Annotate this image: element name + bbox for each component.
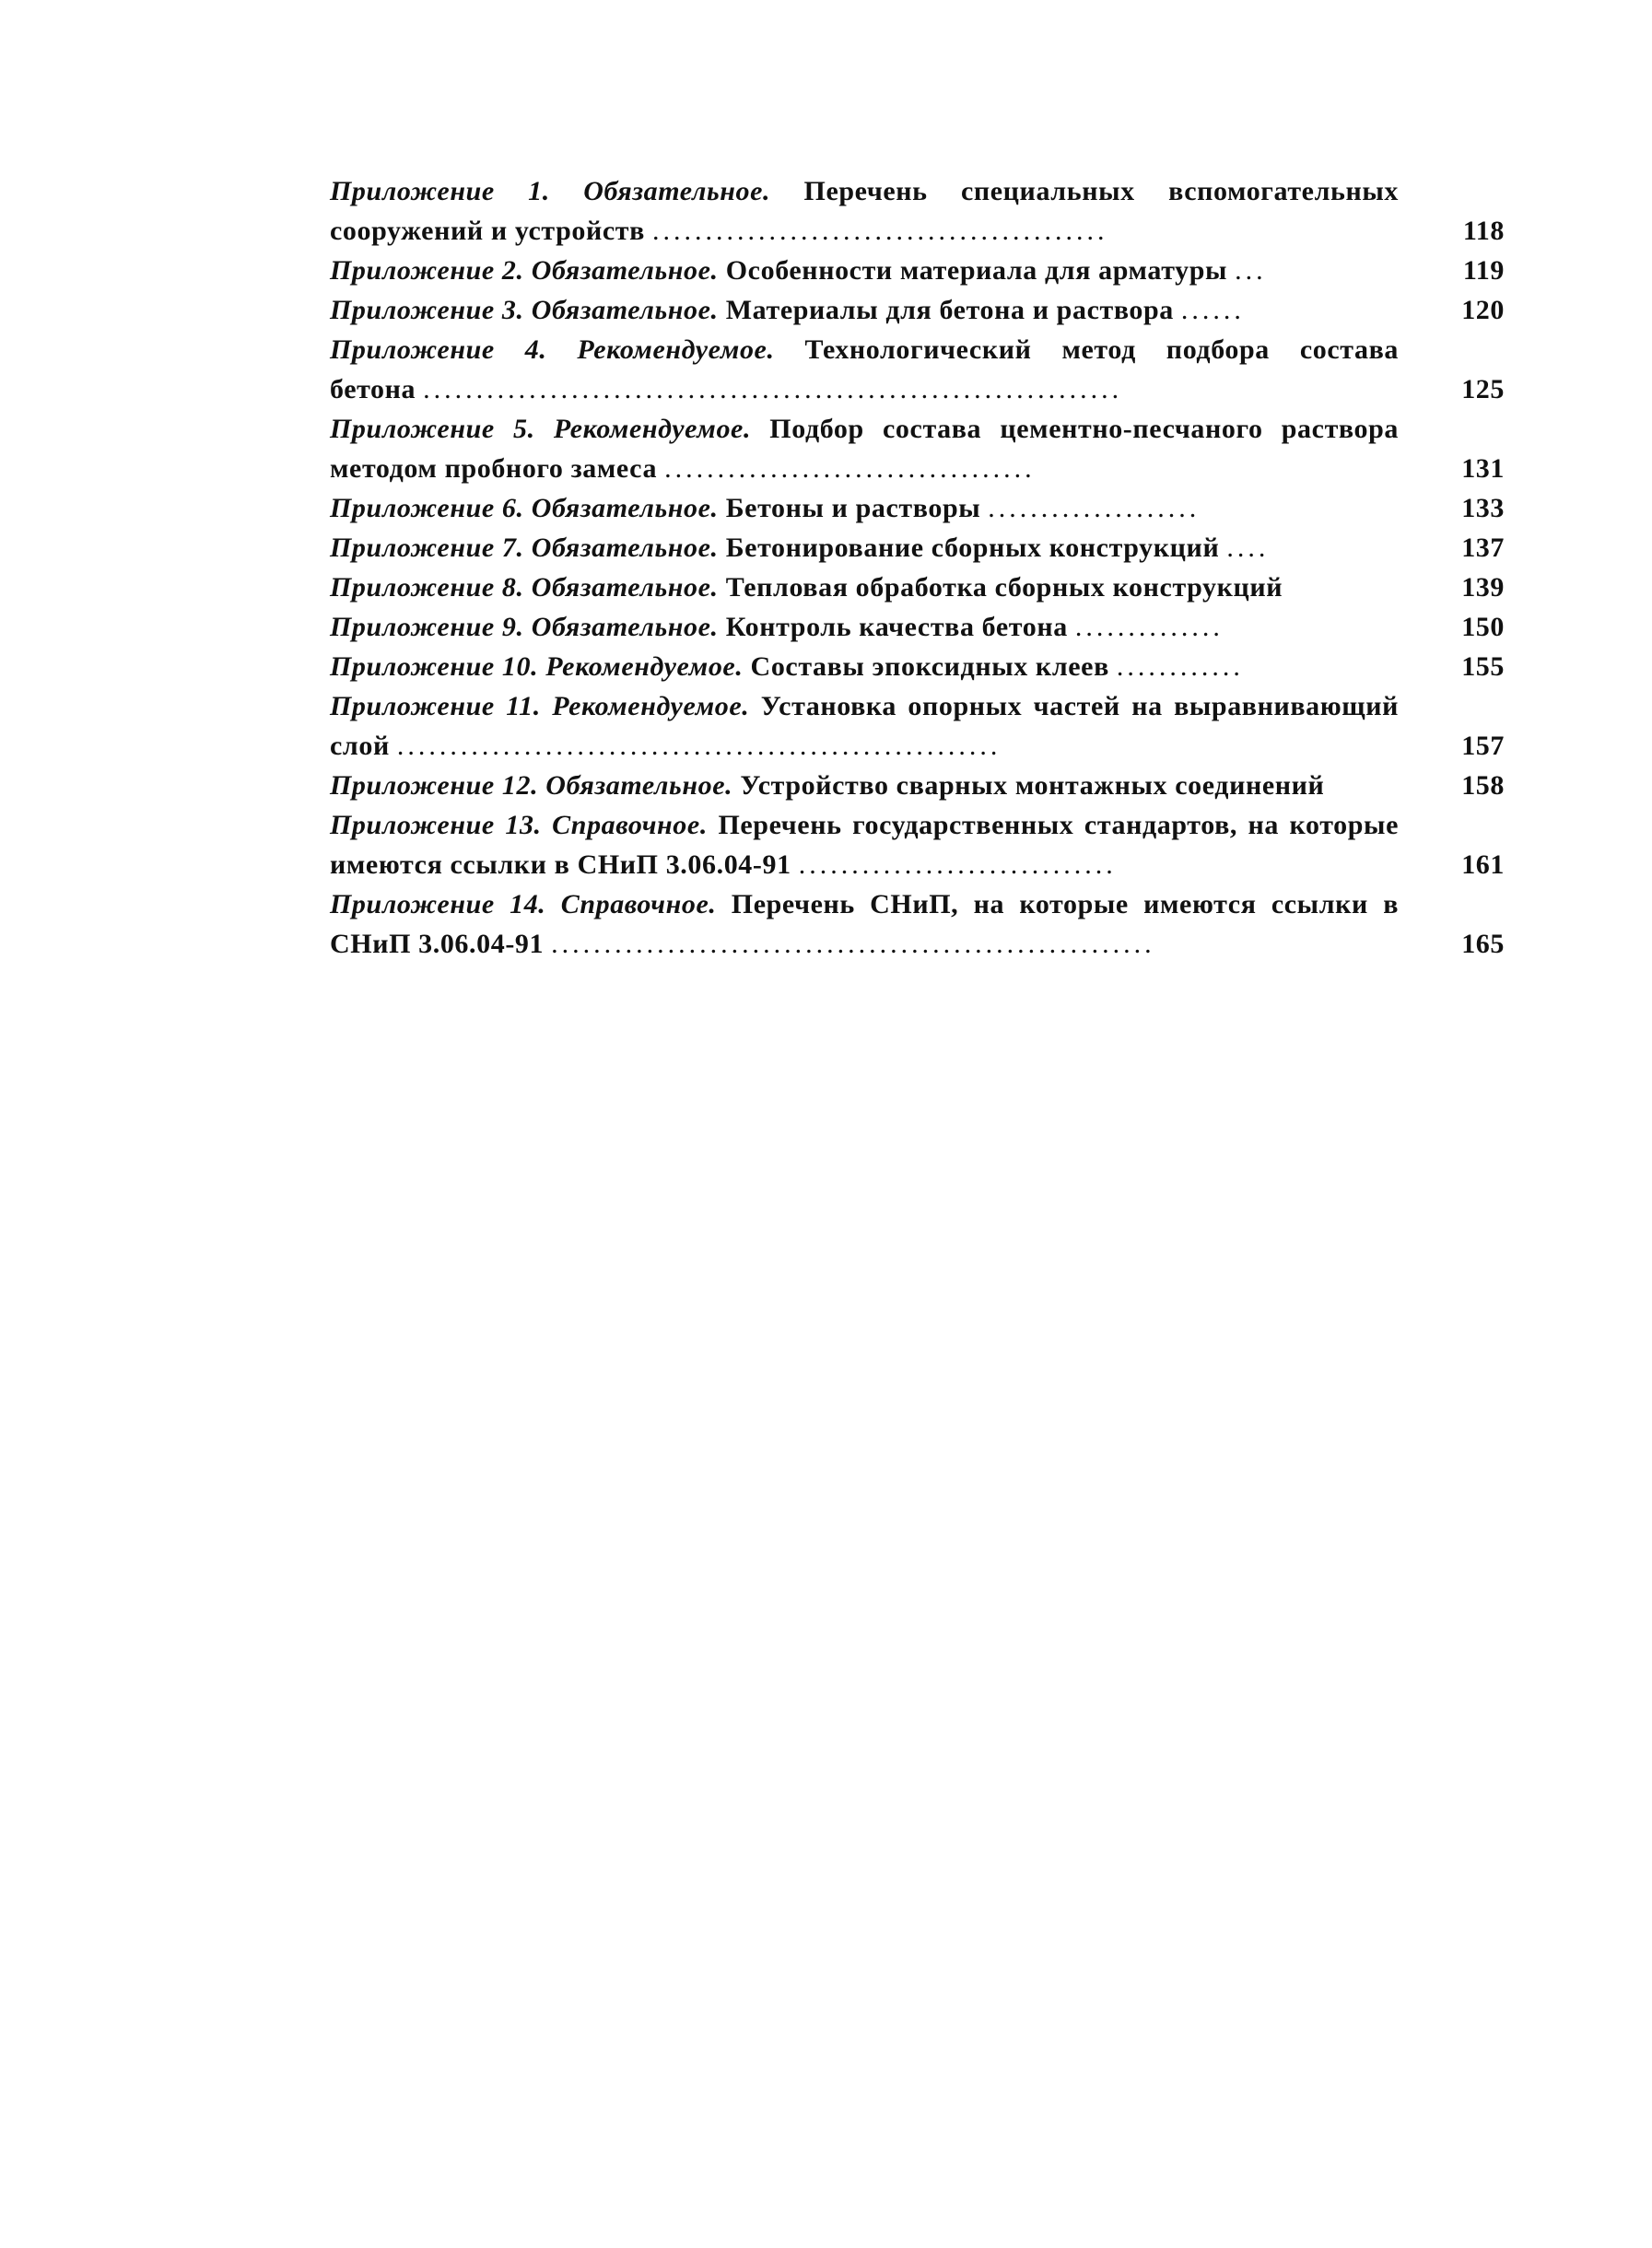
- toc-entry-text: [330, 884, 1399, 964]
- toc-entry-text: [330, 488, 1399, 528]
- toc-entry-text: [330, 330, 1399, 409]
- page-number: 139: [1461, 572, 1505, 603]
- toc-entry-text: [330, 528, 1399, 568]
- toc-entry-4: [330, 330, 1505, 409]
- appendix-title: Установка опорных частей на выравнивающий слой: [330, 691, 1399, 761]
- appendix-title: Бетонирование сборных конструкций: [718, 533, 1220, 563]
- toc-entry-7: [330, 528, 1505, 568]
- appendix-label: Приложение 10. Рекомендуемое.: [330, 651, 744, 682]
- page-number: 157: [1461, 731, 1505, 761]
- appendix-title: Материалы для бетона и раствора: [718, 295, 1174, 325]
- appendix-label: Приложение 11. Рекомендуемое.: [330, 691, 750, 721]
- dot-leader: ..............: [1074, 612, 1224, 642]
- toc-entry-9: [330, 607, 1505, 647]
- dot-leader: ...................................: [664, 453, 1036, 484]
- appendix-title: Перечень государственных стандартов, на которые имеются ссылки в СНиП 3.06.04-91: [330, 810, 1399, 880]
- dot-leader: ....: [1226, 533, 1270, 563]
- appendix-title: Технологический метод подбора состава бетона: [330, 334, 1399, 404]
- toc-entry-text: [330, 251, 1399, 290]
- toc-entry-5: [330, 409, 1505, 488]
- appendix-title: Перечень специальных вспомогательных сооружений и устройств: [330, 176, 1400, 246]
- page-number: 158: [1461, 770, 1505, 801]
- appendix-label: Приложение 1. Обязательное.: [330, 176, 771, 206]
- toc-entry-text: [330, 647, 1399, 686]
- toc-entry-text: [330, 766, 1399, 805]
- appendix-title: Устройство сварных монтажных соединений: [732, 770, 1325, 801]
- toc-entry-text: [330, 686, 1399, 766]
- page-number: 155: [1461, 651, 1505, 682]
- toc-entry-14: [330, 884, 1505, 964]
- toc-entry-6: [330, 488, 1505, 528]
- dot-leader: ......: [1180, 295, 1245, 325]
- table-of-contents: [330, 171, 1505, 964]
- page-number: 119: [1462, 255, 1505, 286]
- appendix-label: Приложение 5. Рекомендуемое.: [330, 414, 752, 444]
- toc-entry-3: [330, 290, 1505, 330]
- toc-entry-text: [330, 568, 1399, 607]
- toc-entry-13: [330, 805, 1505, 884]
- appendix-title: Составы эпоксидных клеев: [743, 651, 1109, 682]
- appendix-title: Контроль качества бетона: [718, 612, 1068, 642]
- toc-entry-8: [330, 568, 1505, 607]
- toc-entry-12: [330, 766, 1505, 805]
- toc-entry-10: [330, 647, 1505, 686]
- dot-leader: .........................................................: [551, 929, 1155, 959]
- appendix-label: Приложение 13. Справочное.: [330, 810, 708, 840]
- page-number: 165: [1461, 929, 1505, 959]
- appendix-label: Приложение 2. Обязательное.: [330, 255, 719, 286]
- appendix-label: Приложение 9. Обязательное.: [330, 612, 719, 642]
- page-number: 118: [1462, 216, 1505, 246]
- page-number: 125: [1461, 374, 1505, 404]
- dot-leader: ..............................: [798, 849, 1117, 880]
- toc-entry-text: [330, 290, 1399, 330]
- dot-leader: ....................: [988, 493, 1201, 523]
- toc-entry-11: [330, 686, 1505, 766]
- dot-leader: ...........................................: [651, 216, 1108, 246]
- page-number: 150: [1461, 612, 1505, 642]
- page-number: 120: [1461, 295, 1505, 325]
- toc-entry-text: [330, 171, 1399, 251]
- appendix-label: Приложение 8. Обязательное.: [330, 572, 719, 603]
- appendix-label: Приложение 4. Рекомендуемое.: [330, 334, 775, 365]
- toc-entry-text: [330, 805, 1399, 884]
- toc-entry-text: [330, 607, 1399, 647]
- page-number: 133: [1461, 493, 1505, 523]
- appendix-label: Приложение 6. Обязательное.: [330, 493, 719, 523]
- dot-leader: ...: [1235, 255, 1267, 286]
- appendix-title: Особенности материала для арматуры: [718, 255, 1228, 286]
- page-number: 131: [1461, 453, 1505, 484]
- page-number: 137: [1461, 533, 1505, 563]
- page-number: 161: [1461, 849, 1505, 880]
- appendix-title: Бетоны и растворы: [718, 493, 981, 523]
- toc-entry-1: [330, 171, 1505, 251]
- appendix-title: Подбор состава цементно-песчаного раствора методом пробного замеса: [330, 414, 1399, 484]
- dot-leader: ..................................................................: [423, 374, 1123, 404]
- appendix-title: Тепловая обработка сборных конструкций: [718, 572, 1283, 603]
- dot-leader: ............: [1116, 651, 1244, 682]
- appendix-label: Приложение 7. Обязательное.: [330, 533, 719, 563]
- toc-entry-text: [330, 409, 1399, 488]
- appendix-title: Перечень СНиП, на которые имеются ссылки в СНиП 3.06.04-91: [330, 889, 1399, 959]
- appendix-label: Приложение 14. Справочное.: [330, 889, 717, 919]
- toc-entry-2: [330, 251, 1505, 290]
- dot-leader: .........................................................: [396, 731, 1002, 761]
- appendix-label: Приложение 12. Обязательное.: [330, 770, 733, 801]
- appendix-label: Приложение 3. Обязательное.: [330, 295, 719, 325]
